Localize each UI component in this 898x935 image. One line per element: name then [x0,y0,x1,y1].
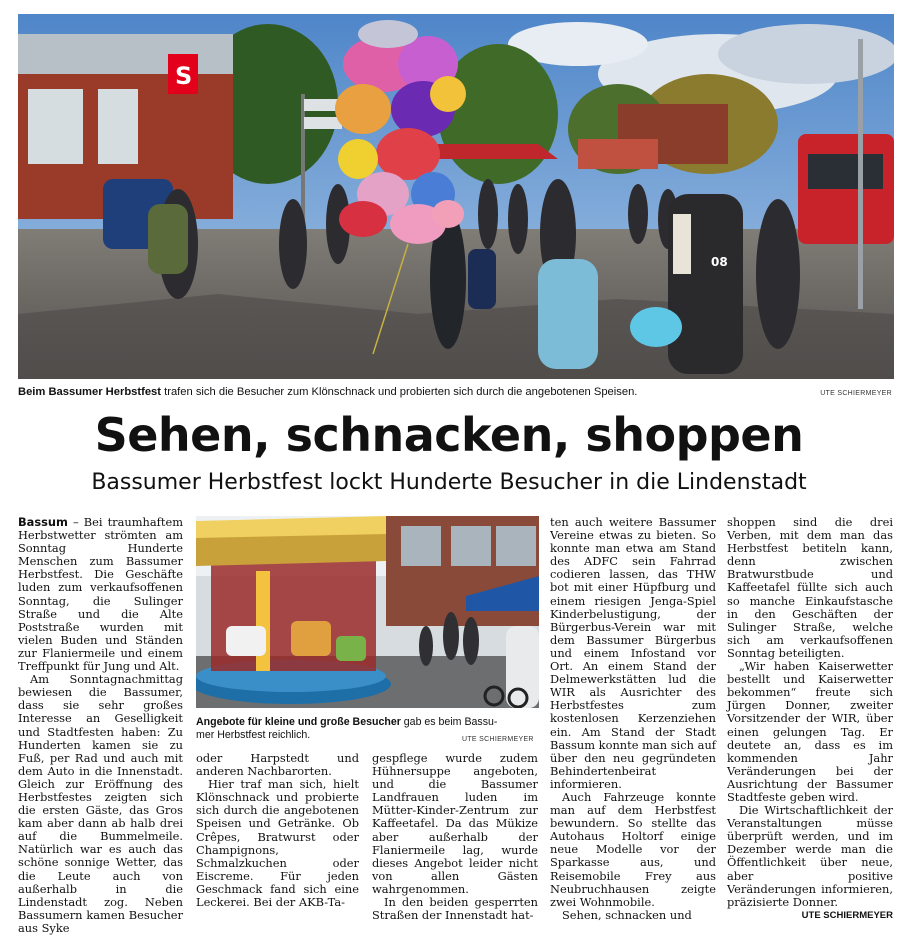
article-column-4 [550,516,716,922]
paragraph [18,516,183,673]
hero-caption-bold: Beim Bassumer Herbstfest [18,386,162,398]
paragraph: gespflege wurde zudem Hühnersuppe angeboten, und die Bassumer Landfrauen luden im Mütter-Kinder-Zentrum zur Kaffeetafel. Da das Mükize aber außerhalb der Flaniermeile lag, wurde dieses Angebot leider nicht von allen Gästen wahrgenommen. [372,751,538,896]
paragraph: Die Wirtschaftlichkeit der Veranstaltungen müsse überprüft werden, und im Dezember werde man die Öffentlichkeit über neue, aber positive Veränderungen informieren, präzisierte Donner. [727,803,893,909]
headline: Sehen, schnacken, shoppen [94,408,804,462]
carousel-photo [196,516,539,708]
paragraph: oder Harpstedt und anderen Nachbarorten. [196,751,359,779]
photo2-caption-text-2: mer Herbstfest reichlich. [196,729,311,741]
paragraph: Am Sonntagnachmittag bewiesen die Bassumer, dass sie sehr großes Interesse an Geselligkeit und Stadtfesten haben: Zu Hunderten kamen sie zu Fuß, per Rad und auch mit dem Auto in die Innenstadt. Gleich zur Eröffnung des Herbstfestes zeigten sich die ersten Gäste, das Gros kam aber dann ab halb drei auf die Bummelmeile. Natürlich war es auch das schöne sonnige Wetter, das die Leute auch von außerhalb in die Lindenstadt zog. Neben Bassumern kamen Besucher aus Syke [18,672,183,935]
paragraph-text: – Bei traumhaftem Herbstwetter strömten am Sonntag Hunderte Menschen zum Bassumer Herbstfest. Die Geschäfte luden zum verkaufsoffenen Sonntag, die Sulinger Straße und die Alte Poststraße wurden mit vielen Buden und Ständen zur Flaniermeile und einem Treffpunkt für Jung und Alt. [18,515,183,674]
article-column-5 [727,516,893,922]
hero-photo-credit: UTE SCHIERMEYER [820,390,892,397]
article-column-3 [372,752,538,922]
svg-text:S: S [175,62,193,90]
svg-text:08: 08 [711,255,728,269]
subheadline: Bassumer Herbstfest lockt Hunderte Besucher in die Lindenstadt [91,470,807,495]
article-column-2 [196,752,359,909]
paragraph: ten auch weitere Bassumer Vereine etwas zu bieten. So konnte man etwa am Stand des ADFC sein Fahrrad codieren lassen, das THW bot mit einer Hüpfburg und einem riesigen Jenga-Spiel Kinderbelustigung, der Bürgerbus-Verein war mit dem Bassumer Bürgerbus und einem Infostand vor Ort. An einem Stand der Delmewerkstätten lud die WIR als Ausrichter des Herbstfestes zum kostenlosen Kerzenziehen ein. Am Stand der Stadt Bassum konnte man sich auf über den neu gegründeten Behindertenbeirat informieren. [550,515,716,791]
hero-caption [18,386,637,398]
paragraph: Auch Fahrzeuge konnte man auf dem Herbstfest bewundern. So stellte das Autohaus Holtorf einige neue Modelle vor der Sparkasse aus, und Reisemobile Frey aus Neubruchhausen zeigte zwei Wohnmobile. [550,789,716,909]
article-column-1 [18,516,183,935]
author-byline: UTE SCHIERMEYER [801,909,893,921]
photo2-caption-bold: Angebote für kleine und große Besucher [196,716,401,728]
paragraph: „Wir haben Kaiserwetter bestellt und Kaiserwetter bekommen“ freute sich Jürgen Donner, zweiter Vorsitzender der WIR, über einen gelungen Tag. Er deutete an, dass es im kommenden Jahr Veränderungen bei der Ausrichtung der Bassumer Stadtfeste geben wird. [727,659,893,804]
photo2-caption-text: gab es beim Bassu- [400,716,498,728]
paragraph: Sehen, schnacken und [562,907,692,922]
hero-photo [18,14,894,379]
paragraph: Hier traf man sich, hielt Klönschnack und probierte sich durch die angebotenen Speisen und Getränke. Ob Crêpes, Bratwurst oder Champignons, Schmalzkuchen oder Eiscreme. Für jeden Geschmack fand sich eine Leckerei. Bei der AKB-Ta- [196,777,359,910]
photo2-caption [196,716,497,742]
photo2-credit: UTE SCHIERMEYER [462,736,534,743]
paragraph: shoppen sind die drei Verben, mit dem man das Herbstfest betiteln kann, denn zwischen Bratwurstbude und Kaffeetafel füllte sich auch so manche Einkaufstasche in den Geschäften der Sulinger Straße, welche sich am verkaufsoffenen Sonntag beteiligten. [727,515,893,660]
paragraph: In den beiden gesperrten Straßen der Innenstadt hat- [372,895,538,923]
hero-caption-text: trafen sich die Besucher zum Klönschnack und probierten sich durch die angebotenen Speisen. [161,386,638,398]
dateline: Bassum [18,515,68,529]
